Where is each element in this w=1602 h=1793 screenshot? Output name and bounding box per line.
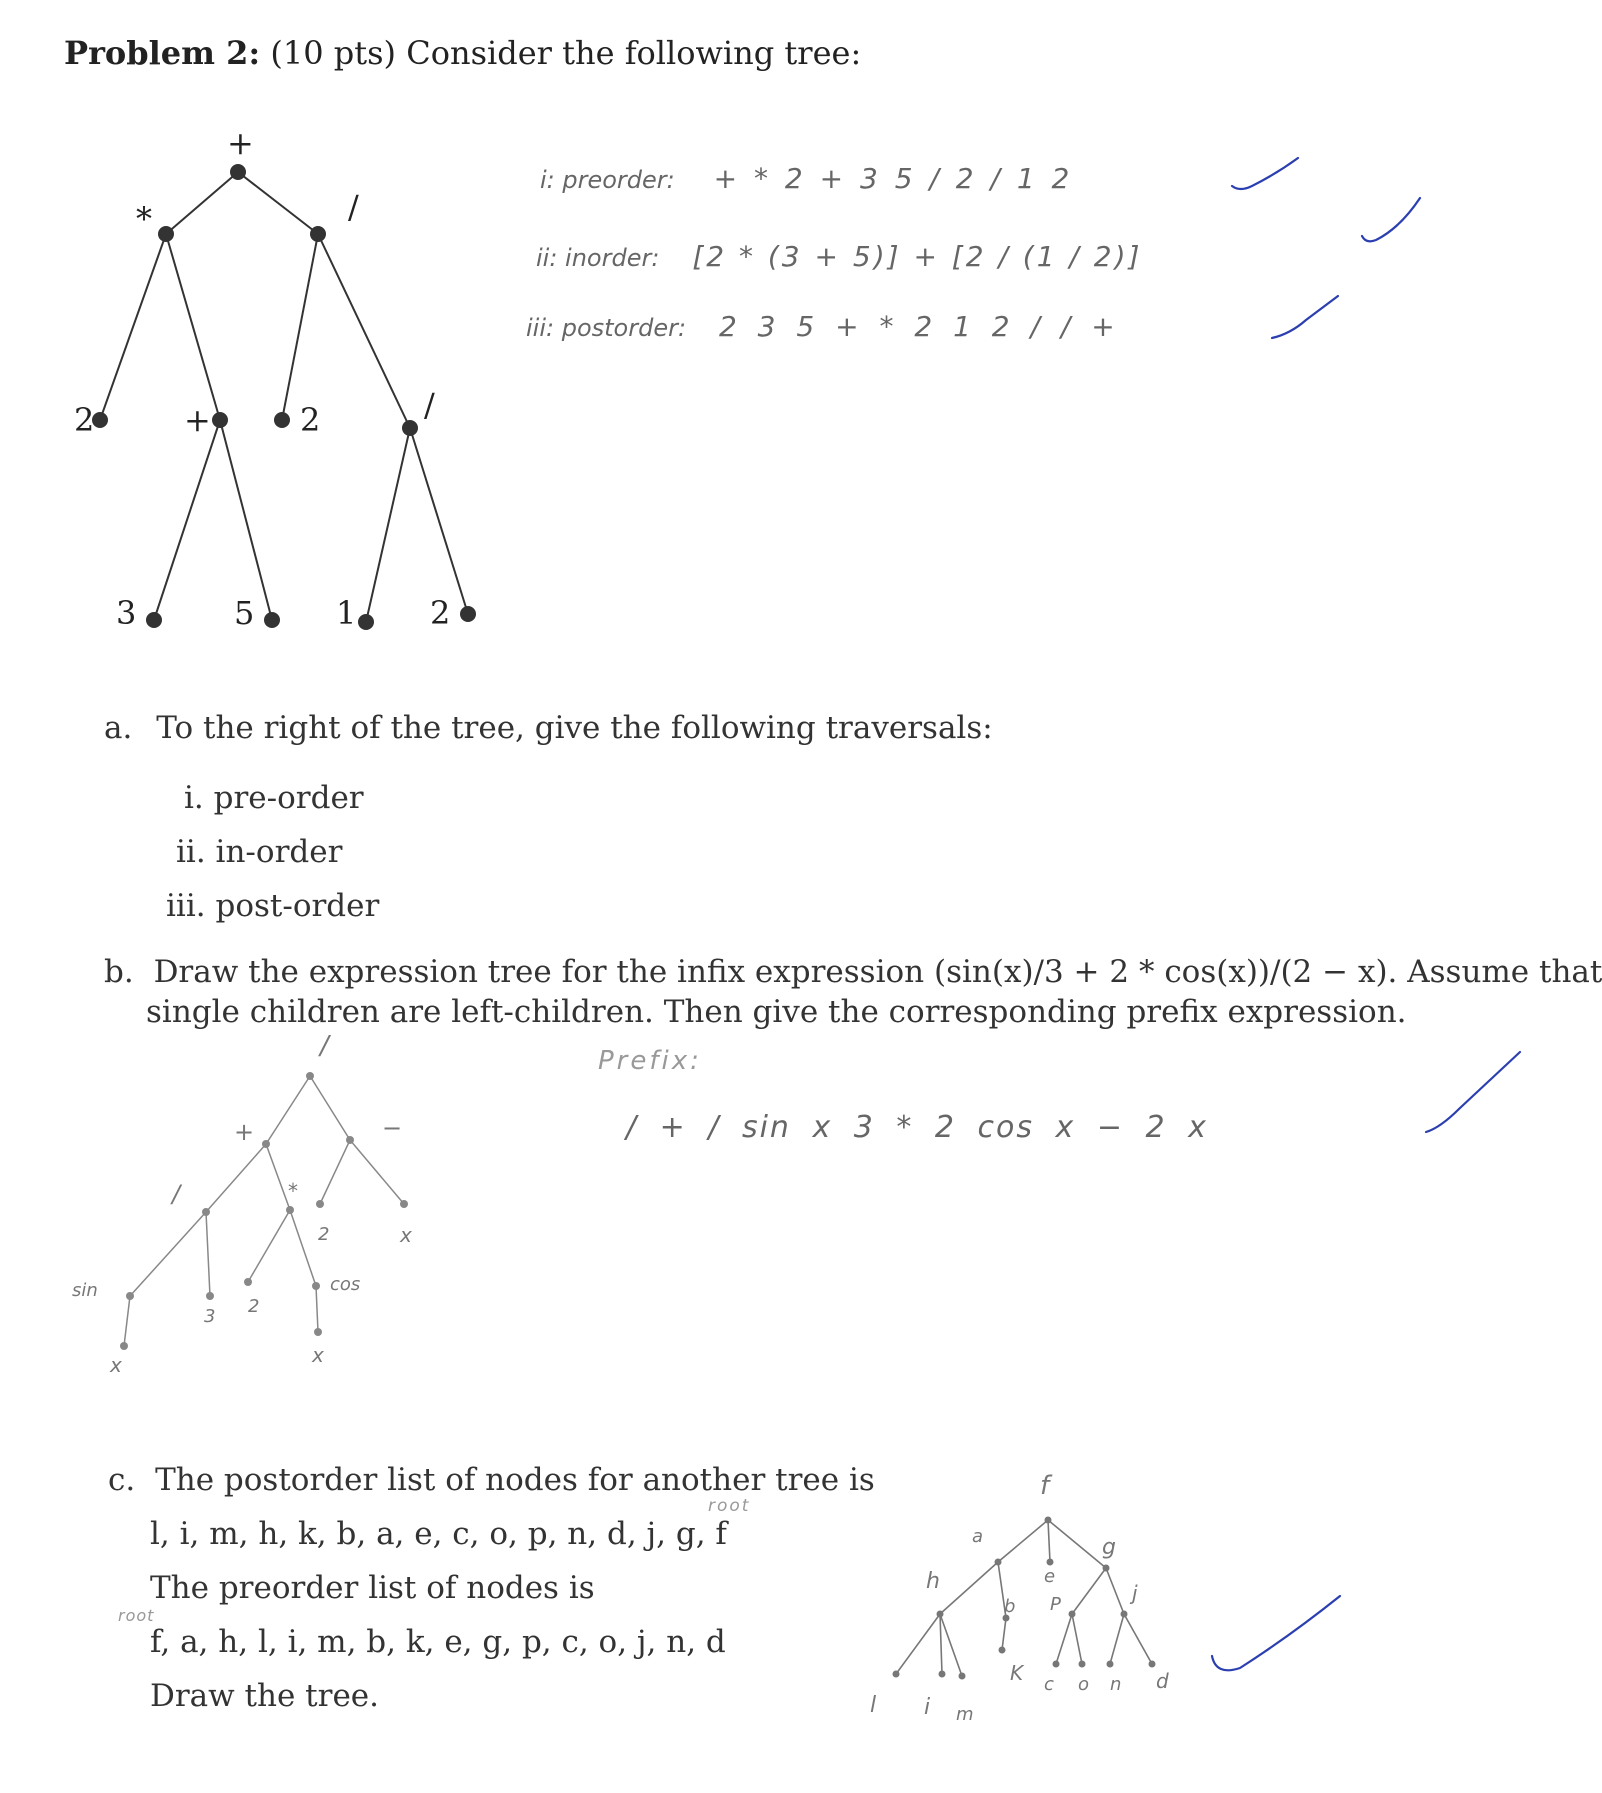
node-label: − (382, 1114, 403, 1142)
tree-node (959, 1673, 966, 1680)
tree-node (202, 1208, 210, 1216)
problem-heading: Problem 2: (64, 34, 261, 72)
tree-node (306, 1072, 314, 1080)
node-label: e (1044, 1566, 1056, 1587)
tree-node (1107, 1661, 1114, 1668)
node-label: * (136, 200, 152, 238)
checkmark-icon (1362, 198, 1420, 241)
tree-node (346, 1136, 354, 1144)
tree-node (120, 1342, 128, 1350)
tree-node (262, 1140, 270, 1148)
node-label: cos (330, 1274, 361, 1295)
tree-node (286, 1206, 294, 1214)
list-item (184, 780, 364, 816)
node-label: x (110, 1353, 122, 1377)
node-label: 2 (318, 1224, 330, 1245)
list-item (166, 888, 379, 924)
tree-node (312, 1282, 320, 1290)
answer-inorder-value: [2 * (3 + 5)] + [2 / (1 / 2)] (692, 240, 1143, 273)
node-label: g (1102, 1535, 1116, 1560)
part-a-prompt (104, 710, 993, 746)
list-item-text: post-order (215, 888, 380, 924)
checkmark-icon (1272, 296, 1338, 338)
tree-node (893, 1671, 900, 1678)
node-label: b (1004, 1596, 1016, 1617)
tree-node (1103, 1565, 1110, 1572)
list-item-number: i. (184, 780, 204, 816)
node-label: o (1078, 1674, 1090, 1695)
part-b-line1: Draw the expression tree for the infix expression (sin(x)/3 + 2 * cos(x))/(2 − x). Assume that (153, 954, 1602, 990)
node-label: h (926, 1569, 940, 1594)
part-a-label: a. (104, 710, 133, 746)
tree-node (937, 1611, 944, 1618)
node-label: / (348, 188, 359, 226)
node-label: / (320, 1031, 329, 1061)
node-label: x (400, 1223, 412, 1247)
tree-node (314, 1328, 322, 1336)
node-label: + (234, 1118, 255, 1146)
checkmark-icon (1426, 1052, 1520, 1132)
part-a-text: To the right of the tree, give the following traversals: (156, 710, 993, 746)
node-label: / (424, 386, 435, 424)
node-label: + (184, 401, 211, 439)
node-label: / (172, 1180, 181, 1208)
part-c-line1: The postorder list of nodes for another tree is (155, 1462, 875, 1498)
list-item-text: pre-order (213, 780, 364, 816)
tree-node (400, 1200, 408, 1208)
tree-node (1079, 1661, 1086, 1668)
part-c-prompt (108, 1462, 875, 1498)
node-label: n (1110, 1674, 1122, 1695)
tree-node (1149, 1661, 1156, 1668)
answer-postorder-value: 2 3 5 + * 2 1 2 / / + (718, 310, 1121, 343)
node-label: x (312, 1343, 324, 1367)
node-label: + (227, 124, 254, 162)
node-label: f (1040, 1471, 1050, 1501)
root-note: root (118, 1606, 155, 1625)
node-label: 2 (74, 401, 95, 439)
node-label: a (972, 1526, 984, 1547)
list-item-number: ii. (176, 834, 206, 870)
prefix-answer: / + / sin x 3 * 2 cos x − 2 x (626, 1110, 1208, 1145)
list-item-text: in-order (215, 834, 343, 870)
node-label: 2 (300, 401, 321, 439)
node-label: 3 (204, 1306, 216, 1327)
node-label: i (924, 1695, 931, 1720)
list-item (176, 834, 342, 870)
prefix-label: Prefix: (598, 1046, 702, 1076)
problem-text: (10 pts) Consider the following tree: (270, 34, 862, 72)
node-label: j (1132, 1581, 1138, 1605)
node-label: m (956, 1704, 974, 1725)
node-label: sin (72, 1280, 98, 1301)
answer-postorder-label: iii: postorder: (526, 314, 687, 342)
node-label: 5 (234, 594, 255, 632)
tree-node (995, 1559, 1002, 1566)
node-label: 1 (336, 594, 357, 632)
part-c-label: c. (108, 1462, 136, 1498)
answer-preorder-label: i: preorder: (540, 166, 675, 194)
tree-node (126, 1292, 134, 1300)
node-label: P (1050, 1594, 1061, 1615)
tree-node (244, 1278, 252, 1286)
tree-node (939, 1671, 946, 1678)
node-label: c (1044, 1674, 1054, 1695)
part-b-label: b. (104, 954, 134, 990)
part-b-prompt (104, 954, 1602, 990)
checkmark-icon (1232, 158, 1298, 189)
root-note: root (708, 1496, 751, 1516)
expression-tree-drawing (64, 1031, 524, 1377)
checkmark-icon (1212, 1596, 1340, 1670)
node-label: 2 (430, 594, 451, 632)
node-label: d (1156, 1669, 1169, 1693)
part-b-line2: single children are left-children. Then give the corresponding prefix expression. (146, 994, 1407, 1030)
preorder-list: f, a, h, l, i, m, b, k, e, g, p, c, o, j, n, d (150, 1624, 726, 1660)
node-label: * (288, 1179, 298, 1203)
node-label: K (1010, 1661, 1024, 1685)
node-label: 3 (116, 594, 137, 632)
tree-node (206, 1292, 214, 1300)
list-item-number: iii. (166, 888, 206, 924)
tree-node (1069, 1611, 1076, 1618)
part-c-line3: Draw the tree. (150, 1678, 379, 1714)
tree-node (316, 1200, 324, 1208)
tree-node (1121, 1611, 1128, 1618)
reconstructed-tree-drawing (860, 1458, 1190, 1738)
postorder-list: l, i, m, h, k, b, a, e, c, o, p, n, d, j, g, f (150, 1516, 727, 1552)
node-label: l (870, 1693, 877, 1718)
tree-node (1053, 1661, 1060, 1668)
tree-node (1045, 1517, 1052, 1524)
tree-node (999, 1647, 1006, 1654)
part-c-line2: The preorder list of nodes is (150, 1570, 595, 1606)
tree-node (1047, 1559, 1054, 1566)
answer-preorder-value: + * 2 + 3 5 / 2 / 1 2 (713, 162, 1074, 195)
answer-inorder-label: ii: inorder: (536, 244, 660, 272)
node-label: 2 (248, 1296, 260, 1317)
